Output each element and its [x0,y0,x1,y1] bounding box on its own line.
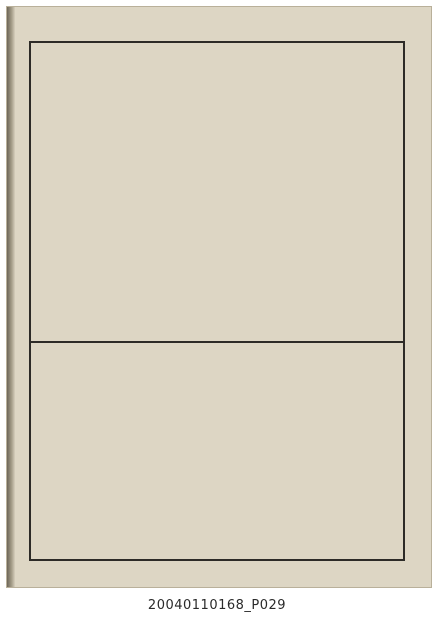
text-frame [29,41,405,561]
bottom-article [37,347,399,557]
page-scan [6,6,432,588]
image-caption: 20040110168_P029 [147,598,287,613]
top-article [37,49,399,335]
article-divider [31,341,403,343]
binding-spine [7,7,15,587]
